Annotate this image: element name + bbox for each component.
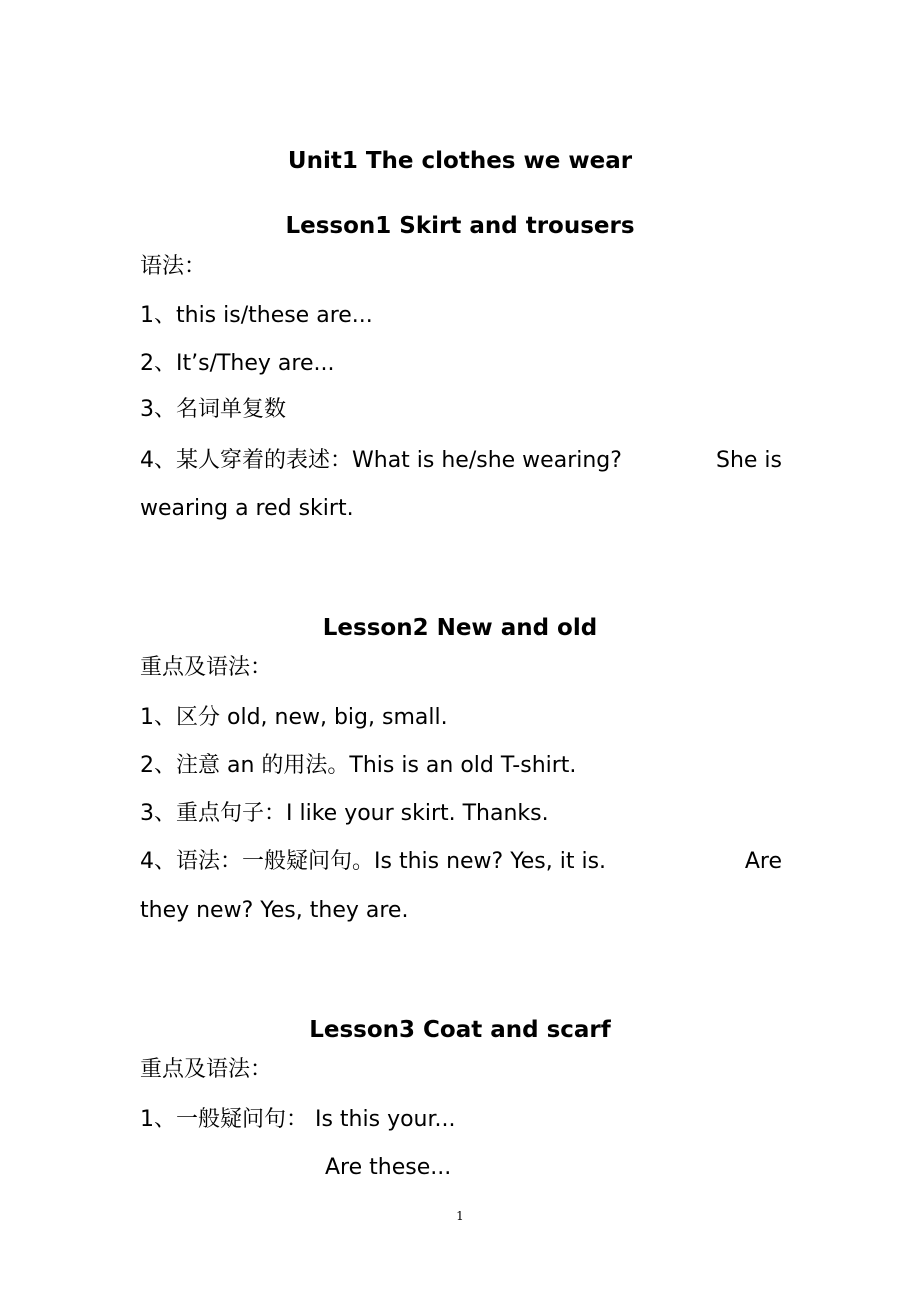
lesson1-item-3: 3、名词单复数 [140, 397, 286, 422]
lesson2-label: 重点及语法： [140, 655, 273, 680]
lesson1-title: Lesson1 Skirt and trousers [285, 213, 635, 239]
lesson2-item-3: 3、重点句子：I like your skirt. Thanks. [140, 801, 549, 826]
lesson1-item-4-part2: She is [715, 448, 782, 473]
lesson2-item-1: 1、区分 old, new, big, small. [140, 705, 448, 730]
lesson1-label: 语法： [140, 254, 207, 279]
lesson2-item-4 [140, 847, 782, 877]
lesson3-item-1-continuation: Are these... [325, 1155, 452, 1180]
lesson1-item-4 [140, 446, 782, 476]
lesson2-title: Lesson2 New and old [322, 615, 598, 641]
lesson2-item-4-continuation: they new? Yes, they are. [140, 898, 409, 923]
lesson2-item-2: 2、注意 an 的用法。This is an old T-shirt. [140, 753, 577, 778]
lesson1-item-4-part1: 4、某人穿着的表述：What is he/she wearing? [140, 448, 622, 473]
lesson3-label: 重点及语法： [140, 1057, 273, 1082]
lesson3-title: Lesson3 Coat and scarf [309, 1017, 611, 1043]
lesson1-item-4-continuation: wearing a red skirt. [140, 496, 354, 521]
unit-title: Unit1 The clothes we wear [287, 148, 633, 174]
lesson2-item-4-part2: Are [744, 849, 782, 874]
lesson2-item-4-part1: 4、语法：一般疑问句。Is this new? Yes, it is. [140, 849, 607, 874]
lesson1-item-2: 2、It’s/They are... [140, 351, 335, 376]
lesson3-item-1: 1、一般疑问句： Is this your... [140, 1107, 456, 1132]
lesson1-item-1: 1、this is/these are... [140, 303, 373, 328]
page-number: 1 [456, 1209, 464, 1223]
